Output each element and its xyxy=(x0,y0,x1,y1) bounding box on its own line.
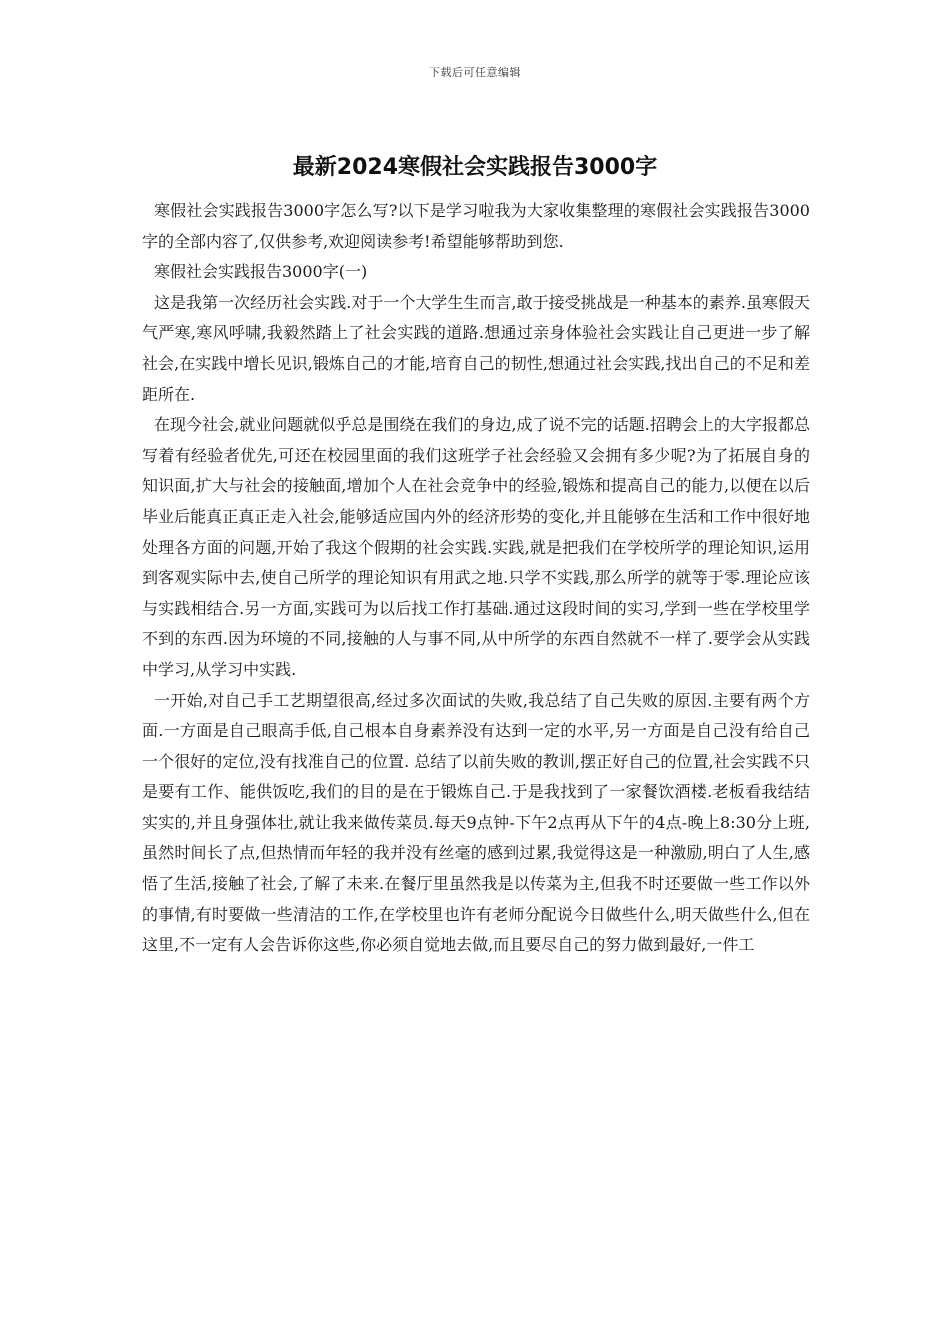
body-paragraph: 一开始,对自己手工艺期望很高,经过多次面试的失败,我总结了自己失败的原因.主要有两个方面.一方面是自己眼高手低,自己根本自身素养没有达到一定的水平,另一方面是自己没有给自己一个很好的定位,没有找准自己的位置. 总结了以前失败的教训,摆正好自己的位置,社会实践不只是要有工作、能供饭吃,我们的目的是在于锻炼自己.于是我找到了一家餐饮酒楼.老板看我结结实实的,并且身强体壮,就让我来做传菜员.每天9点钟-下午2点再从下午的4点-晚上8:30分上班,虽然时间长了点,但热情而年轻的我并没有丝毫的感到过累,我觉得这是一种激励,明白了人生,感悟了生活,接触了社会,了解了未来.在餐厅里虽然我是以传菜为主,但我不时还要做一些工作以外的事情,有时要做一些清洁的工作,在学校里也许有老师分配说今日做些什么,明天做些什么,但在这里,不一定有人会告诉你这些,你必须自觉地去做,而且要尽自己的努力做到最好,一件工 xyxy=(142,690,810,955)
section-heading: 寒假社会实践报告3000字(一) xyxy=(154,262,368,282)
body-paragraph: 这是我第一次经历社会实践.对于一个大学生生而言,敢于接受挑战是一种基本的素养.虽寒假天气严寒,寒风呼啸,我毅然踏上了社会实践的道路.想通过亲身体验社会实践让自己更进一步了解社会,在实践中增长见识,锻炼自己的才能,培育自己的韧性,想通过社会实践,找出自己的不足和差距所在. xyxy=(142,292,810,404)
body-paragraph: 在现今社会,就业问题就似乎总是围绕在我们的身边,成了说不完的话题.招聘会上的大字报都总写着有经验者优先,可还在校园里面的我们这班学子社会经验又会拥有多少呢?为了拓展自身的知识面,扩大与社会的接触面,增加个人在社会竞争中的经验,锻炼和提高自己的能力,以便在以后毕业后能真正真正走入社会,能够适应国内外的经济形势的变化,并且能够在生活和工作中很好地处理各方面的问题,开始了我这个假期的社会实践.实践,就是把我们在学校所学的理论知识,运用到客观实际中去,使自己所学的理论知识有用武之地.只学不实践,那么所学的就等于零.理论应该与实践相结合.另一方面,实践可为以后找工作打基础.通过这段时间的实习,学到一些在学校里学不到的东西.因为环境的不同,接触的人与事不同,从中所学的东西自然就不一样了.要学会从实践中学习,从学习中实践. xyxy=(142,415,810,679)
page-header-note: 下载后可任意编辑 xyxy=(429,66,521,79)
document-title: 最新2024寒假社会实践报告3000字 xyxy=(292,155,658,180)
intro-paragraph: 寒假社会实践报告3000字怎么写?以下是学习啦我为大家收集整理的寒假社会实践报告3000字的全部内容了,仅供参考,欢迎阅读参考!希望能够帮助到您. xyxy=(142,201,810,251)
document-body xyxy=(142,196,810,961)
